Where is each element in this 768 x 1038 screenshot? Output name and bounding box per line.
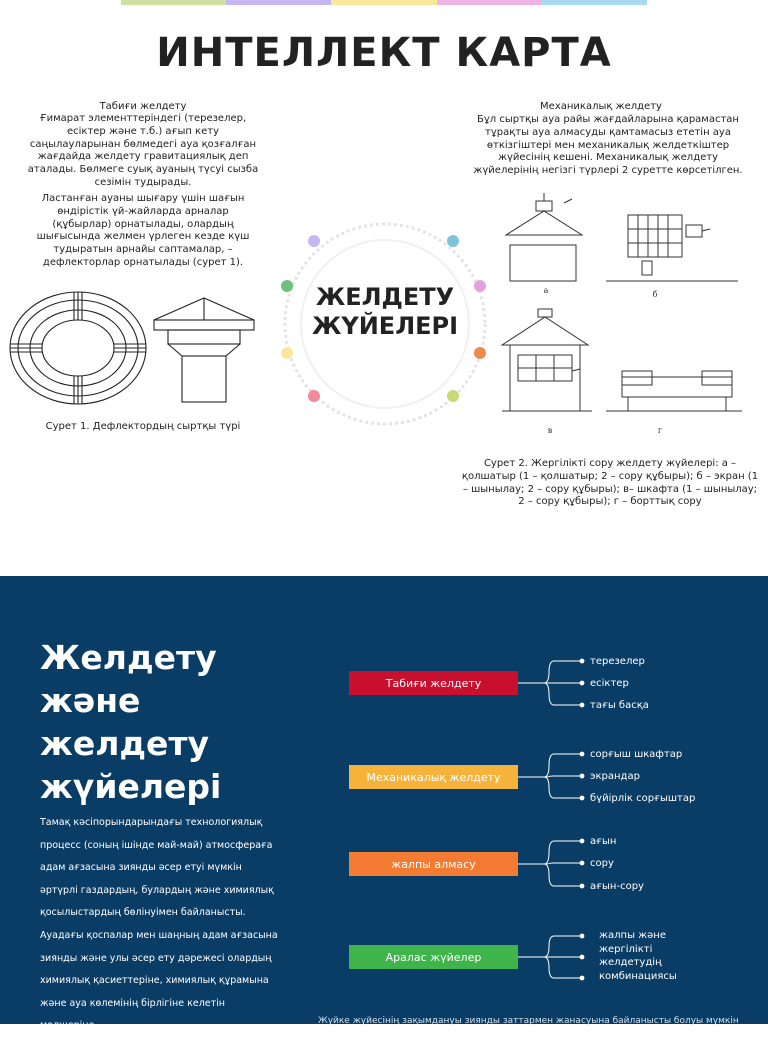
fig-label-g: г bbox=[657, 426, 663, 435]
page-title: ИНТЕЛЛЕКТ КАРТА bbox=[156, 30, 612, 76]
hub-dot bbox=[308, 235, 320, 247]
category-label: Механикалық желдету bbox=[366, 770, 501, 784]
connector-dot bbox=[580, 934, 585, 939]
connector-line bbox=[518, 957, 582, 978]
hub-dot bbox=[308, 390, 320, 402]
central-hub bbox=[276, 228, 494, 428]
connector-dot bbox=[580, 976, 585, 981]
category-label: Табиғи желдету bbox=[385, 676, 482, 690]
hub-dot bbox=[447, 235, 459, 247]
category-general-exchange bbox=[349, 852, 518, 876]
connector-line bbox=[518, 777, 582, 798]
top-color-stripe bbox=[121, 0, 647, 5]
mechanical-heading: Механикалық желдету bbox=[540, 101, 662, 112]
connector-line bbox=[518, 754, 582, 777]
leaf-item: бүйірлік сорғыштар bbox=[590, 793, 696, 804]
deflector-figure bbox=[8, 280, 258, 415]
connector-dot bbox=[580, 884, 585, 889]
mechanical-description: Бұл сыртқы ауа райы жағдайларына қарамастан тұрақты ауа алмасуды қамтамасыз ететін ауа өткізгіштері мен механикалық желдеткіштер жүйесінің кешені. Механикалық желдету жүйелерінің негізгі түрлері 2 суретте көрсетілген. bbox=[473, 114, 743, 177]
natural-heading: Табиғи желдету bbox=[99, 101, 187, 112]
category-label: Аралас жүйелер bbox=[385, 950, 482, 964]
bottom-note: Жүйке жүйесінің зақымдануы зиянды заттармен жанасуына байланысты болуы мүмкін bbox=[318, 1016, 739, 1026]
connector-line bbox=[518, 936, 582, 957]
section-heading: Желдету және желдету жүйелері bbox=[40, 638, 222, 806]
connector-dot bbox=[580, 861, 585, 866]
connector-line bbox=[518, 864, 582, 886]
leaf-item: экрандар bbox=[590, 771, 640, 782]
ventilation-systems-section bbox=[0, 576, 768, 1032]
fig-label-b: б bbox=[652, 290, 658, 299]
category-label: жалпы алмасу bbox=[391, 857, 476, 871]
category-natural bbox=[349, 671, 518, 695]
connector-line bbox=[518, 661, 582, 683]
leaf-item: терезелер bbox=[590, 656, 645, 667]
leaf-item: сору bbox=[590, 858, 614, 869]
leaf-item: сорғыш шкафтар bbox=[590, 749, 683, 760]
connector-line bbox=[518, 841, 582, 864]
connector-line bbox=[518, 683, 582, 705]
figure2-caption: Сурет 2. Жергілікті сору желдету жүйелері: а – қолшатыр (1 – қолшатыр; 2 – сору құбыры); б – экран (1 – шынылау; 2 – сору құбыры); в– шкафта (1 – шынылау; 2 – сору құбыры); г – борттық сору bbox=[461, 458, 759, 508]
connector-dot bbox=[580, 796, 585, 801]
connector-dot bbox=[580, 659, 585, 664]
connector-dot bbox=[580, 752, 585, 757]
fig-label-v: в bbox=[547, 426, 553, 435]
connector-dot bbox=[580, 955, 585, 960]
local-exhaust-figure bbox=[498, 185, 748, 440]
hub-title: ЖЕЛДЕТУ ЖҮЙЕЛЕРІ bbox=[311, 283, 459, 340]
section-paragraph: Тамақ кәсіпорындарындағы технологиялық процесс (соның ішінде май-май) атмосфераға адам ағзасына зиянды әсер етуі мүмкін әртүрлі газдардың, булардың және химиялық қосылыстардың бөлінуімен байланысты. Ауадағы қоспалар мен шаңның адам ағзасына зиянды және улы әсер ету дәрежесі олардың химиялық қасиеттеріне, химиялық құрамына және ауа көлемінің бірлігіне келетін мөлшеріне bbox=[40, 817, 278, 1032]
leaf-item: жалпы және жергілікті желдетудің комбинациясы bbox=[599, 930, 677, 982]
hub-dot bbox=[474, 347, 486, 359]
connector-dot bbox=[580, 681, 585, 686]
connector-dot bbox=[580, 774, 585, 779]
hub-dot bbox=[281, 347, 293, 359]
leaf-item: ағын bbox=[590, 836, 617, 847]
stripe-segment bbox=[121, 0, 226, 5]
category-mechanical bbox=[349, 765, 518, 789]
natural-description-2: Ластанған ауаны шығару үшін шағын өндірістік үй-жайларда арналар (құбырлар) орнатылады, олардың шығысында желмен үрлеген кезде күш тудыратын арнайы саптамалар, – дефлекторлар орнатылады (сурет 1). bbox=[36, 193, 250, 268]
natural-description: Ғимарат элементтеріндегі (терезелер, есіктер және т.б.) ағып кету саңылауларынан бөлмедегі ауа қозғалған жағдайда желдету гравитациялық деп аталады. Бөлмеге суық ауаның түсуі сызба сезімін тудырады. bbox=[27, 113, 259, 188]
connector-dot bbox=[580, 703, 585, 708]
connector-dot bbox=[580, 839, 585, 844]
hub-dot bbox=[447, 390, 459, 402]
leaf-item: ағын-сору bbox=[590, 881, 644, 892]
stripe-segment bbox=[226, 0, 331, 5]
stripe-segment bbox=[542, 0, 647, 5]
stripe-segment bbox=[331, 0, 436, 5]
fig-label-a: а bbox=[543, 286, 549, 295]
leaf-item: тағы басқа bbox=[590, 700, 649, 711]
leaf-item: есіктер bbox=[590, 678, 629, 689]
stripe-segment bbox=[437, 0, 542, 5]
category-mixed bbox=[349, 945, 518, 969]
figure1-caption: Сурет 1. Дефлектордың сыртқы түрі bbox=[45, 421, 241, 432]
